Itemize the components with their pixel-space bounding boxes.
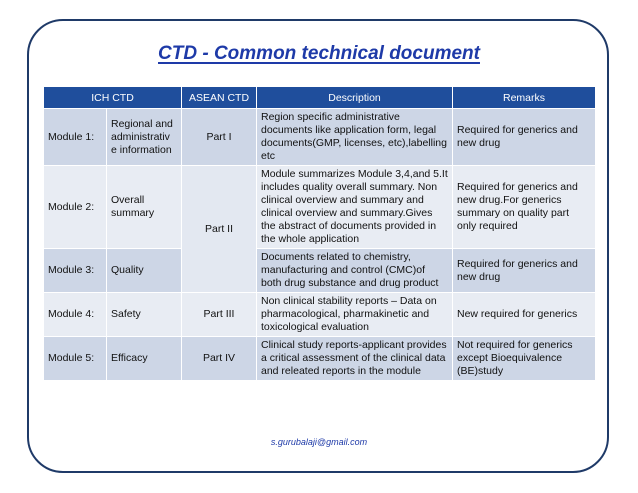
table-row [44, 293, 596, 337]
module-number: Module 1: [44, 109, 107, 166]
asean-part: Part IV [182, 337, 257, 381]
module-remarks: Required for generics and new drug [453, 249, 596, 293]
header-ich-ctd: ICH CTD [44, 87, 182, 109]
module-name: Quality [107, 249, 182, 293]
module-remarks: Not required for generics except Bioequivalence (BE)study [453, 337, 596, 381]
module-number: Module 4: [44, 293, 107, 337]
page-title: CTD - Common technical document [158, 43, 480, 64]
module-name: Efficacy [107, 337, 182, 381]
asean-part: Part II [182, 166, 257, 293]
header-asean-ctd: ASEAN CTD [182, 87, 257, 109]
module-number: Module 2: [44, 166, 107, 249]
header-description: Description [257, 87, 453, 109]
module-name: Regional and administrativ e information [107, 109, 182, 166]
module-number: Module 5: [44, 337, 107, 381]
module-description: Documents related to chemistry, manufacturing and control (CMC)of both drug substance and drug product [257, 249, 453, 293]
module-description: Clinical study reports-applicant provides a critical assessment of the clinical data and releated reports in the module [257, 337, 453, 381]
author-email: s.gurubalaji@gmail.com [270, 437, 368, 447]
module-description: Region specific administrative documents like application form, legal documents(GMP, licenses, etc),labelling etc [257, 109, 453, 166]
module-name: Safety [107, 293, 182, 337]
table-header-row [44, 87, 596, 109]
table-row [44, 337, 596, 381]
ctd-table [43, 86, 596, 381]
module-description: Non clinical stability reports – Data on pharmacological, pharmakinetic and toxicological evaluation [257, 293, 453, 337]
module-name: Overall summary [107, 166, 182, 249]
header-remarks: Remarks [453, 87, 596, 109]
module-remarks: New required for generics [453, 293, 596, 337]
table-row [44, 166, 596, 249]
module-number: Module 3: [44, 249, 107, 293]
module-remarks: Required for generics and new drug [453, 109, 596, 166]
module-remarks: Required for generics and new drug.For generics summary on quality part only required [453, 166, 596, 249]
module-description: Module summarizes Module 3,4,and 5.It includes quality overall summary. Non clinical overview and summary and clinical overview and summary.Gives the abstract of documents provided in the whole application [257, 166, 453, 249]
table-row [44, 109, 596, 166]
asean-part: Part I [182, 109, 257, 166]
asean-part: Part III [182, 293, 257, 337]
table-row [44, 249, 596, 293]
